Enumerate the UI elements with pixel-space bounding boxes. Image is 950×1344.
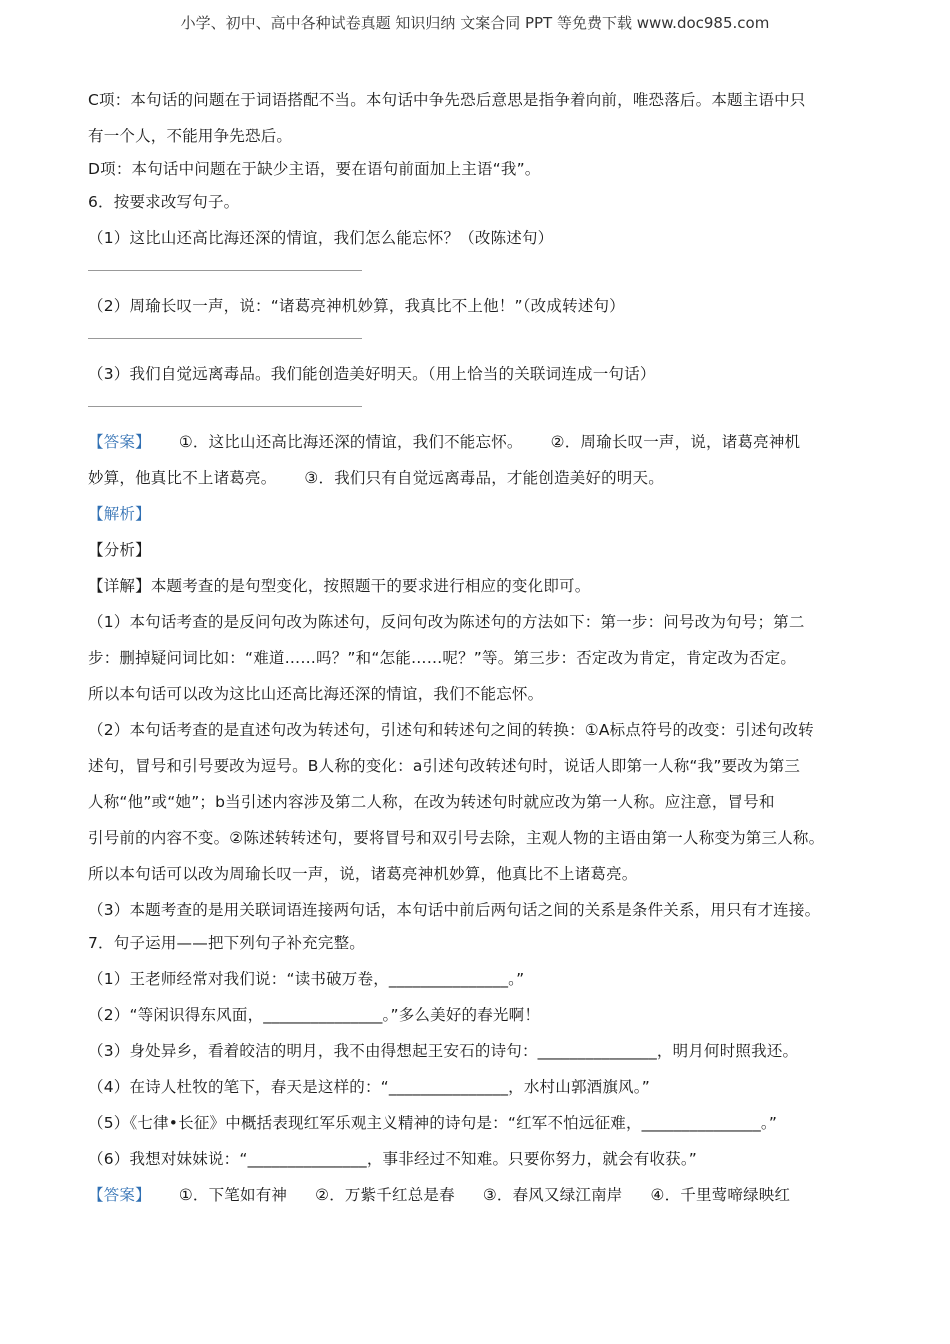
- question-7-item-4: （4）在诗人杜牧的笔下，春天是这样的：“_______________，水村山郭酒旗风。”: [88, 1078, 650, 1096]
- answer-6-line-2: [88, 464, 878, 500]
- answer-7-2: ②．万紫千红总是春: [315, 1186, 455, 1204]
- answer-6-b: ②．周瑜长叹一声，说，诸葛亮神机: [550, 433, 801, 451]
- answer-6-a: ①．这比山还高比海还深的情谊，我们不能忘怀。: [178, 433, 523, 451]
- question-6-item-1: （1）这比山还高比海还深的情谊，我们怎么能忘怀？（改陈述句）: [88, 229, 554, 247]
- question-6-item-2: （2）周瑜长叹一声，说：“诸葛亮神机妙算，我真比不上他！”（改成转述句）: [88, 297, 625, 315]
- explain-2-line-3: 人称“他”或“她”；b当引述内容涉及第二人称，在改为转述句时就应改为第一人称。应注意，冒号和: [88, 793, 775, 811]
- answer-tag: 【答案】: [88, 433, 151, 451]
- answer-blank-line-1: [88, 260, 878, 292]
- detail-text: 本题考查的是句型变化，按照题干的要求进行相应的变化即可。: [150, 577, 591, 595]
- question-7-title: 7．句子运用——把下列句子补充完整。: [88, 934, 365, 952]
- explain-2-line-5: 所以本句话可以改为周瑜长叹一声，说，诸葛亮神机妙算，他真比不上诸葛亮。: [88, 865, 638, 883]
- answer-6-d: ③．我们只有自觉远离毒品，才能创造美好的明天。: [304, 469, 664, 487]
- option-c-line-1: C项：本句话的问题在于词语搭配不当。本句话中争先恐后意思是指争着向前，唯恐落后。本题主语中只: [88, 91, 806, 109]
- explain-1-line-3: 所以本句话可以改为这比山还高比海还深的情谊，我们不能忘怀。: [88, 685, 544, 703]
- analysis-tag: 【解析】: [88, 505, 151, 523]
- question-6-item-3: （3）我们自觉远离毒品。我们能创造美好明天。（用上恰当的关联词连成一句话）: [88, 365, 656, 383]
- answer-blank-line-2: [88, 328, 878, 360]
- explain-2-line-1: （2）本句话考查的是直述句改为转述句，引述句和转述句之间的转换：①A标点符号的改变：引述句改转: [88, 721, 814, 739]
- explain-1-line-2: 步：删掉疑问词比如：“难道……吗？”和“怎能……呢？”等。第三步：否定改为肯定，肯定改为否定。: [88, 649, 797, 667]
- explain-2-line-4: 引号前的内容不变。②陈述转转述句，要将冒号和双引号去除，主观人物的主语由第一人称变为第三人称。: [88, 829, 825, 847]
- answer-7-line: [88, 1181, 878, 1217]
- answer-6-c: 妙算，他真比不上诸葛亮。: [88, 469, 277, 487]
- explain-1-line-1: （1）本句话考查的是反问句改为陈述句，反问句改为陈述句的方法如下：第一步：问号改为句号；第二: [88, 613, 805, 631]
- document-body: [88, 86, 878, 1217]
- question-6-title: 6．按要求改写句子。: [88, 193, 240, 211]
- question-7-item-5: （5）《七律•长征》中概括表现红军乐观主义精神的诗句是：“红军不怕远征难，_______________。”: [88, 1114, 778, 1132]
- answer-7-4: ④．千里莺啼绿映红: [650, 1186, 791, 1204]
- page-header: 小学、初中、高中各种试卷真题 知识归纳 文案合同 PPT 等免费下载 www.doc985.com: [180, 14, 770, 32]
- explain-3-line: （3）本题考查的是用关联词语连接两句话，本句话中前后两句话之间的关系是条件关系，用只有才连接。: [88, 901, 821, 919]
- option-c-line-2: 有一个人，不能用争先恐后。: [88, 127, 293, 145]
- answer-6-line-1: [88, 428, 878, 464]
- answer-blank-line-3: [88, 396, 878, 428]
- answer-7-1: ①．下笔如有神: [178, 1186, 288, 1204]
- option-d-line: D项：本句话中问题在于缺少主语，要在语句前面加上主语“我”。: [88, 160, 541, 178]
- answer-7-3: ③．春风又绿江南岸: [482, 1186, 623, 1204]
- question-7-item-6: （6）我想对妹妹说：“_______________，事非经过不知难。只要你努力，就会有收获。”: [88, 1150, 698, 1168]
- question-7-item-1: （1）王老师经常对我们说：“读书破万卷，_______________。”: [88, 970, 525, 988]
- explain-2-line-2: 述句，冒号和引号要改为逗号。B人称的变化：a引述句改转述句时，说话人即第一人称“我”要改为第三: [88, 757, 801, 775]
- question-7-item-2: （2）“等闲识得东风面，_______________。”多么美好的春光啊！: [88, 1006, 541, 1024]
- fenxi-tag: 【分析】: [88, 541, 151, 559]
- question-7-item-3: （3）身处异乡，看着皎洁的明月，我不由得想起王安石的诗句：_______________，明月何时照我还。: [88, 1042, 799, 1060]
- detail-line: [88, 572, 878, 608]
- answer-tag-7: 【答案】: [88, 1186, 151, 1204]
- detail-tag: 【详解】: [88, 577, 151, 595]
